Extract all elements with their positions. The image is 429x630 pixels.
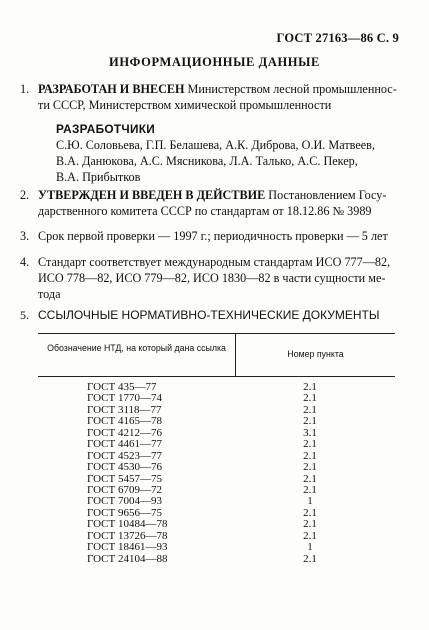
table-cell-clause: 3.1 — [303, 426, 317, 439]
table-cell-clause: 2.1 — [303, 506, 317, 519]
table-cell-clause: 2.1 — [303, 381, 317, 393]
table-cell-clause: 2.1 — [303, 403, 317, 416]
table-cell-document: ГОСТ 24104—88 — [87, 552, 168, 565]
table-row — [0, 439, 429, 450]
item-text-line — [38, 187, 398, 203]
table-cell-clause: 2.1 — [303, 415, 317, 428]
table-cell-document: ГОСТ 4461—77 — [87, 438, 162, 451]
table-cell-document: ГОСТ 3118—77 — [87, 403, 162, 416]
table-cell-clause: 1 — [307, 541, 313, 554]
table-cell-document: ГОСТ 4523—77 — [87, 449, 162, 462]
table-row — [0, 428, 429, 439]
table-cell-document: ГОСТ 4165—78 — [87, 415, 162, 428]
table-cell-clause: 1 — [307, 495, 313, 508]
table-cell-document: ГОСТ 18461—93 — [87, 541, 168, 554]
table-cell-document: ГОСТ 6709—72 — [87, 483, 162, 496]
info-item-5 — [20, 307, 398, 323]
table-row — [0, 554, 429, 565]
item-number: 3. — [20, 229, 30, 243]
item-text-line: дарственного комитета СССР по стандартам от 18.12.86 № 3989 — [38, 204, 372, 218]
table-cell-clause: 2.1 — [303, 449, 317, 462]
table-cell-document: ГОСТ 4212—76 — [87, 426, 162, 439]
item-text: Постановлением Госу- — [265, 188, 387, 202]
table-cell-clause: 2.1 — [303, 529, 317, 542]
table-cell-document: ГОСТ 4530—76 — [87, 461, 162, 474]
table-cell-clause: 2.1 — [303, 472, 317, 485]
table-body — [0, 382, 429, 565]
table-header-document: Обозначение НТД, на который дана ссылка — [47, 343, 226, 353]
table-cell-clause: 2.1 — [303, 518, 317, 531]
item-text-line — [38, 81, 398, 97]
item-text-line: ССЫЛОЧНЫЕ НОРМАТИВНО-ТЕХНИЧЕСКИЕ ДОКУМЕНТЫ — [38, 308, 380, 322]
table-cell-document: ГОСТ 13726—78 — [87, 529, 168, 542]
table-cell-document: ГОСТ 7004—93 — [87, 495, 162, 508]
table-row — [0, 462, 429, 473]
page-header: ГОСТ 27163—86 С. 9 — [276, 31, 399, 45]
info-item-4 — [20, 254, 398, 302]
item-number: 5. — [20, 308, 29, 322]
table-cell-document: ГОСТ 9656—75 — [87, 506, 162, 519]
developers-line: В.А. Данюкова, А.С. Мясникова, Л.А. Талько, А.С. Пекер, — [56, 154, 358, 168]
item-lead: РАЗРАБОТАН И ВНЕСЕН — [38, 82, 185, 96]
item-text: Министерством лесной промышленнос- — [184, 82, 397, 96]
item-lead: УТВЕРЖДЕН И ВВЕДЕН В ДЕЙСТВИЕ — [38, 188, 266, 202]
table-cell-document: ГОСТ 5457—75 — [87, 472, 162, 485]
developers-line: С.Ю. Соловьева, Г.П. Белашева, А.К. Диброва, О.И. Матвеев, — [56, 138, 375, 152]
item-text-line: тода — [38, 287, 61, 301]
table-row — [0, 531, 429, 542]
info-item-3 — [20, 228, 398, 244]
item-number: 1. — [20, 82, 30, 96]
table-row — [0, 382, 429, 393]
item-number: 2. — [20, 188, 30, 202]
item-text-line: Стандарт соответствует международным стандартам ИСО 777—82, — [38, 255, 391, 269]
item-text-line: Срок первой проверки — 1997 г.; периодичность проверки — 5 лет — [38, 229, 388, 243]
info-item-1 — [20, 81, 398, 113]
table-top-border — [38, 333, 395, 334]
table-cell-clause: 2.1 — [303, 392, 317, 405]
developers-block — [56, 121, 401, 185]
table-cell-clause: 2.1 — [303, 461, 317, 474]
table-cell-document: ГОСТ 435—77 — [87, 381, 157, 393]
developers-line: В.А. Прибытков — [56, 170, 141, 184]
item-text-line: ти СССР, Министерством химической промышленности — [38, 98, 332, 112]
table-header-clause: Номер пункта — [287, 349, 344, 359]
table-row — [0, 508, 429, 519]
table-row — [0, 451, 429, 462]
table-header-border — [38, 376, 395, 377]
developers-label: РАЗРАБОТЧИКИ — [56, 122, 155, 136]
table-row — [0, 485, 429, 496]
table-row — [0, 519, 429, 530]
table-cell-clause: 2.1 — [303, 552, 317, 565]
table-cell-document: ГОСТ 10484—78 — [87, 518, 168, 531]
table-row — [0, 496, 429, 507]
table-cell-clause: 2.1 — [303, 438, 317, 451]
item-number: 4. — [20, 255, 30, 269]
table-row — [0, 416, 429, 427]
info-item-2 — [20, 187, 398, 219]
table-cell-document: ГОСТ 1770—74 — [87, 392, 162, 405]
table-cell-clause: 2.1 — [303, 483, 317, 496]
table-row — [0, 393, 429, 404]
table-row — [0, 474, 429, 485]
table-row — [0, 542, 429, 553]
item-text-line: ИСО 778—82, ИСО 779—82, ИСО 1830—82 в части сущности ме- — [38, 271, 386, 285]
table-row — [0, 405, 429, 416]
page-title: ИНФОРМАЦИОННЫЕ ДАННЫЕ — [109, 55, 320, 69]
